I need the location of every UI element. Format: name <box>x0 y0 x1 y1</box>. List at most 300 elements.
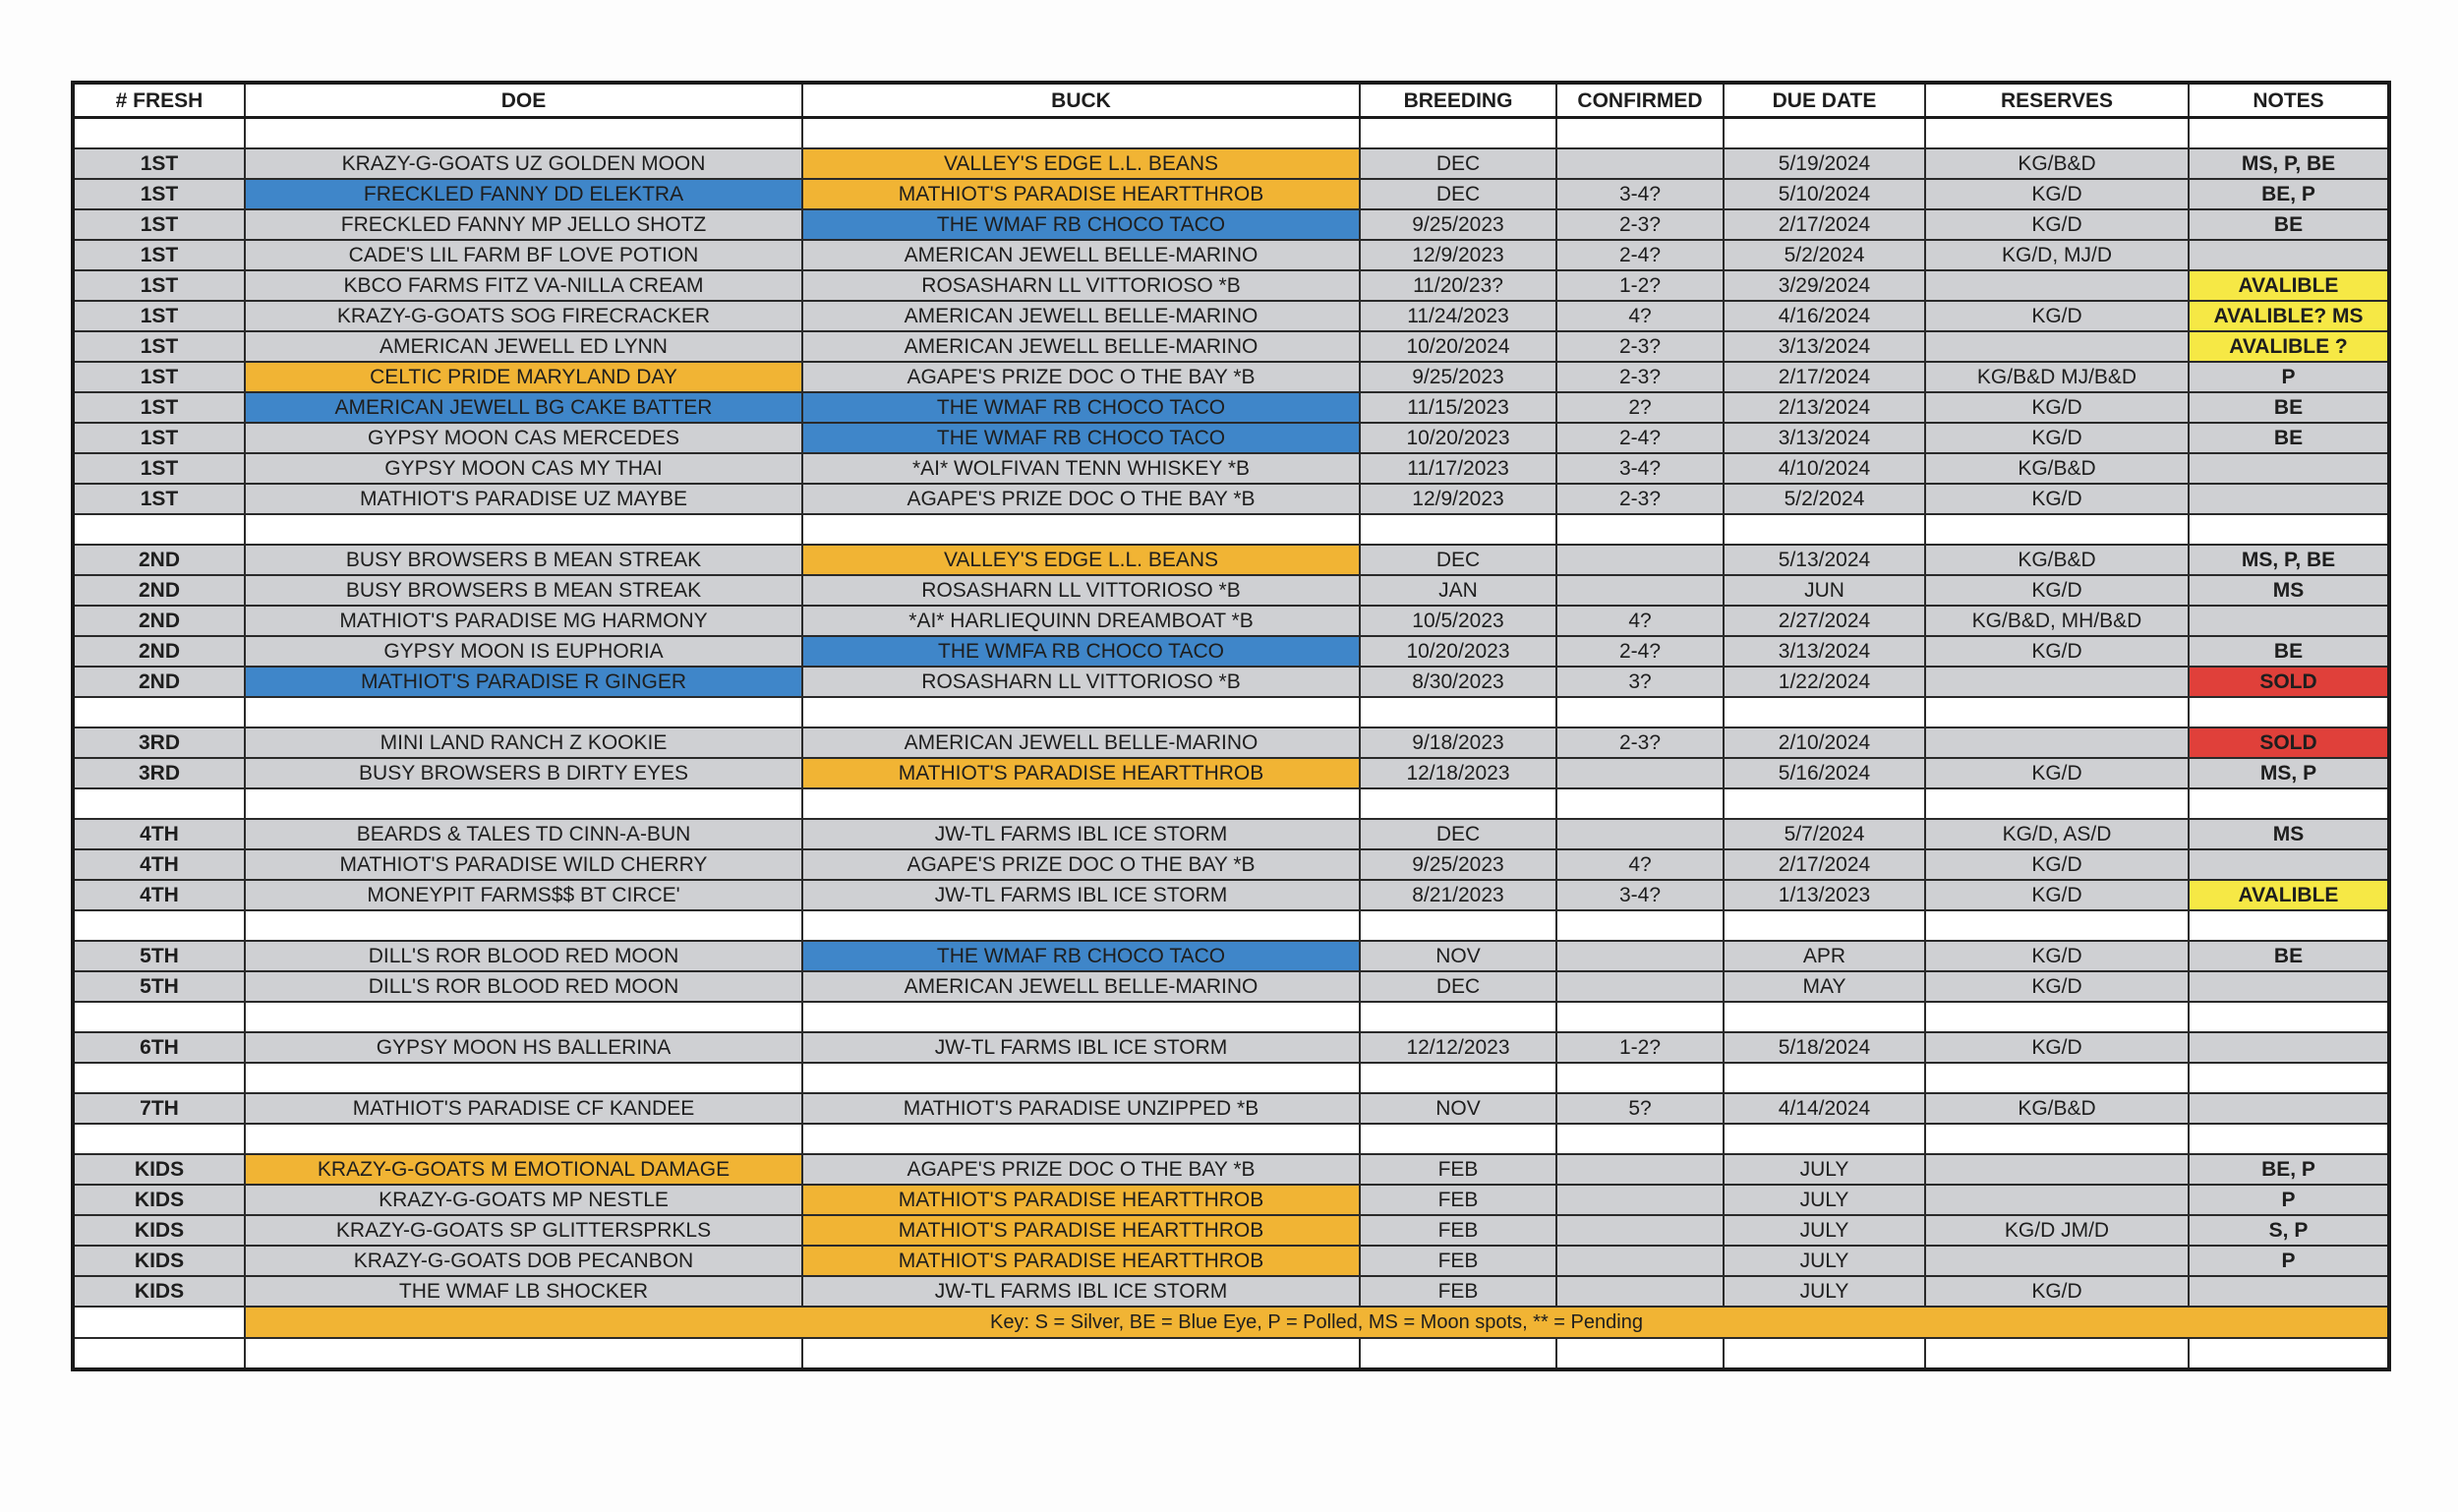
confirmed-cell: 4? <box>1556 849 1724 880</box>
fresh-cell: 5TH <box>73 971 245 1002</box>
empty-cell <box>1724 788 1925 819</box>
fresh-cell: 3RD <box>73 758 245 788</box>
doe-cell: FRECKLED FANNY MP JELLO SHOTZ <box>245 209 802 240</box>
table-row <box>73 667 2389 697</box>
fresh-cell: 4TH <box>73 880 245 910</box>
fresh-cell: KIDS <box>73 1276 245 1307</box>
empty-cell <box>73 1002 245 1032</box>
table-row <box>73 453 2389 484</box>
spacer-row <box>73 788 2389 819</box>
empty-cell <box>245 118 802 149</box>
buck-cell: AMERICAN JEWELL BELLE-MARINO <box>802 331 1360 362</box>
table-row <box>73 880 2389 910</box>
breeding-cell: 10/5/2023 <box>1360 606 1556 636</box>
table-row <box>73 331 2389 362</box>
breeding-cell: 12/9/2023 <box>1360 484 1556 514</box>
confirmed-cell <box>1556 1246 1724 1276</box>
empty-cell <box>73 1124 245 1154</box>
confirmed-cell: 2-4? <box>1556 423 1724 453</box>
empty-cell <box>802 910 1360 941</box>
header-due-date: DUE DATE <box>1724 83 1925 118</box>
notes-cell: BE, P <box>2189 179 2389 209</box>
due-date-cell: 2/17/2024 <box>1724 849 1925 880</box>
buck-cell: MATHIOT'S PARADISE HEARTTHROB <box>802 758 1360 788</box>
due-date-cell: 1/22/2024 <box>1724 667 1925 697</box>
table-row <box>73 1093 2389 1124</box>
buck-cell: *AI* WOLFIVAN TENN WHISKEY *B <box>802 453 1360 484</box>
spacer-row <box>73 1002 2389 1032</box>
notes-cell <box>2189 453 2389 484</box>
doe-cell: DILL'S ROR BLOOD RED MOON <box>245 941 802 971</box>
notes-cell <box>2189 606 2389 636</box>
notes-cell <box>2189 240 2389 270</box>
due-date-cell: 3/13/2024 <box>1724 636 1925 667</box>
empty-cell <box>73 118 245 149</box>
doe-cell: GYPSY MOON CAS MY THAI <box>245 453 802 484</box>
due-date-cell: MAY <box>1724 971 1925 1002</box>
notes-cell: SOLD <box>2189 727 2389 758</box>
reserves-cell: KG/D <box>1925 636 2189 667</box>
buck-cell: AMERICAN JEWELL BELLE-MARINO <box>802 301 1360 331</box>
due-date-cell: APR <box>1724 941 1925 971</box>
breeding-schedule-table <box>71 81 2391 1371</box>
fresh-cell: 7TH <box>73 1093 245 1124</box>
buck-cell: MATHIOT'S PARADISE UNZIPPED *B <box>802 1093 1360 1124</box>
table-row <box>73 179 2389 209</box>
header-reserves: RESERVES <box>1925 83 2189 118</box>
due-date-cell: 5/2/2024 <box>1724 240 1925 270</box>
fresh-cell: KIDS <box>73 1154 245 1185</box>
reserves-cell <box>1925 727 2189 758</box>
buck-cell: MATHIOT'S PARADISE HEARTTHROB <box>802 179 1360 209</box>
empty-cell <box>245 697 802 727</box>
table-row <box>73 209 2389 240</box>
buck-cell: THE WMAF RB CHOCO TACO <box>802 423 1360 453</box>
reserves-cell <box>1925 1185 2189 1215</box>
fresh-cell: KIDS <box>73 1215 245 1246</box>
breeding-cell: 9/25/2023 <box>1360 362 1556 392</box>
doe-cell: AMERICAN JEWELL ED LYNN <box>245 331 802 362</box>
doe-cell: CADE'S LIL FARM BF LOVE POTION <box>245 240 802 270</box>
confirmed-cell: 1-2? <box>1556 1032 1724 1063</box>
empty-cell <box>245 910 802 941</box>
empty-cell <box>1360 697 1556 727</box>
fresh-cell: 2ND <box>73 545 245 575</box>
fresh-cell: KIDS <box>73 1185 245 1215</box>
doe-cell: BUSY BROWSERS B DIRTY EYES <box>245 758 802 788</box>
fresh-cell: 1ST <box>73 301 245 331</box>
confirmed-cell: 4? <box>1556 606 1724 636</box>
empty-cell <box>1360 1002 1556 1032</box>
empty-cell <box>1556 1124 1724 1154</box>
confirmed-cell: 2-4? <box>1556 240 1724 270</box>
empty-cell <box>73 1338 245 1369</box>
header-notes: NOTES <box>2189 83 2389 118</box>
fresh-cell: 1ST <box>73 331 245 362</box>
table-row <box>73 727 2389 758</box>
notes-cell: P <box>2189 362 2389 392</box>
buck-cell: AGAPE'S PRIZE DOC O THE BAY *B <box>802 849 1360 880</box>
reserves-cell: KG/D <box>1925 301 2189 331</box>
empty-cell <box>1724 118 1925 149</box>
due-date-cell: JULY <box>1724 1215 1925 1246</box>
confirmed-cell: 4? <box>1556 301 1724 331</box>
empty-cell <box>1724 1063 1925 1093</box>
empty-cell <box>1724 697 1925 727</box>
notes-cell: SOLD <box>2189 667 2389 697</box>
notes-cell: BE <box>2189 941 2389 971</box>
confirmed-cell: 3? <box>1556 667 1724 697</box>
notes-cell: MS, P, BE <box>2189 148 2389 179</box>
doe-cell: MINI LAND RANCH Z KOOKIE <box>245 727 802 758</box>
fresh-cell: 2ND <box>73 575 245 606</box>
reserves-cell: KG/B&D, MH/B&D <box>1925 606 2189 636</box>
breeding-cell: 8/21/2023 <box>1360 880 1556 910</box>
spacer-row <box>73 118 2389 149</box>
buck-cell: VALLEY'S EDGE L.L. BEANS <box>802 545 1360 575</box>
doe-cell: KRAZY-G-GOATS SP GLITTERSPRKLS <box>245 1215 802 1246</box>
table-row <box>73 484 2389 514</box>
due-date-cell: 2/10/2024 <box>1724 727 1925 758</box>
empty-cell <box>2189 788 2389 819</box>
table-row <box>73 270 2389 301</box>
empty-cell <box>1724 910 1925 941</box>
header-breeding: BREEDING <box>1360 83 1556 118</box>
reserves-cell: KG/B&D MJ/B&D <box>1925 362 2189 392</box>
header-row <box>73 83 2389 118</box>
due-date-cell: 4/16/2024 <box>1724 301 1925 331</box>
reserves-cell <box>1925 1246 2189 1276</box>
doe-cell: KRAZY-G-GOATS DOB PECANBON <box>245 1246 802 1276</box>
reserves-cell: KG/B&D <box>1925 148 2189 179</box>
notes-cell <box>2189 971 2389 1002</box>
fresh-cell: 3RD <box>73 727 245 758</box>
reserves-cell: KG/B&D <box>1925 1093 2189 1124</box>
empty-cell <box>73 514 245 545</box>
due-date-cell: 5/2/2024 <box>1724 484 1925 514</box>
table-body <box>73 118 2389 1370</box>
empty-cell <box>1556 118 1724 149</box>
notes-cell: MS <box>2189 819 2389 849</box>
empty-cell <box>1925 697 2189 727</box>
notes-cell: BE <box>2189 209 2389 240</box>
reserves-cell: KG/D, MJ/D <box>1925 240 2189 270</box>
notes-cell <box>2189 849 2389 880</box>
fresh-cell: 1ST <box>73 209 245 240</box>
empty-cell <box>802 118 1360 149</box>
notes-cell: MS <box>2189 575 2389 606</box>
confirmed-cell: 2-4? <box>1556 636 1724 667</box>
reserves-cell: KG/D <box>1925 849 2189 880</box>
confirmed-cell: 1-2? <box>1556 270 1724 301</box>
buck-cell: MATHIOT'S PARADISE HEARTTHROB <box>802 1215 1360 1246</box>
table-row <box>73 606 2389 636</box>
confirmed-cell <box>1556 575 1724 606</box>
header-buck: BUCK <box>802 83 1360 118</box>
empty-cell <box>1360 514 1556 545</box>
breeding-cell: 10/20/2023 <box>1360 636 1556 667</box>
empty-cell <box>73 910 245 941</box>
doe-cell: DILL'S ROR BLOOD RED MOON <box>245 971 802 1002</box>
buck-cell: VALLEY'S EDGE L.L. BEANS <box>802 148 1360 179</box>
buck-cell: ROSASHARN LL VITTORIOSO *B <box>802 667 1360 697</box>
empty-cell <box>245 1338 802 1369</box>
empty-cell <box>802 514 1360 545</box>
doe-cell: CELTIC PRIDE MARYLAND DAY <box>245 362 802 392</box>
empty-cell <box>1360 1338 1556 1369</box>
notes-cell <box>2189 484 2389 514</box>
notes-cell: AVALIBLE <box>2189 270 2389 301</box>
table-row <box>73 240 2389 270</box>
spacer-row <box>73 1063 2389 1093</box>
notes-cell: AVALIBLE ? <box>2189 331 2389 362</box>
empty-cell <box>1556 1063 1724 1093</box>
reserves-cell: KG/D <box>1925 575 2189 606</box>
spacer-row <box>73 514 2389 545</box>
empty-cell <box>1360 910 1556 941</box>
confirmed-cell <box>1556 758 1724 788</box>
due-date-cell: JULY <box>1724 1154 1925 1185</box>
fresh-cell: 2ND <box>73 667 245 697</box>
reserves-cell <box>1925 331 2189 362</box>
empty-cell <box>1724 1124 1925 1154</box>
fresh-cell: 1ST <box>73 179 245 209</box>
due-date-cell: 5/16/2024 <box>1724 758 1925 788</box>
confirmed-cell: 2-3? <box>1556 484 1724 514</box>
doe-cell: MONEYPIT FARMS$$ BT CIRCE' <box>245 880 802 910</box>
table-row <box>73 545 2389 575</box>
empty-cell <box>802 1063 1360 1093</box>
doe-cell: MATHIOT'S PARADISE CF KANDEE <box>245 1093 802 1124</box>
spacer-row <box>73 1124 2389 1154</box>
empty-cell <box>1925 118 2189 149</box>
empty-cell <box>1360 1063 1556 1093</box>
notes-cell <box>2189 1093 2389 1124</box>
doe-cell: MATHIOT'S PARADISE UZ MAYBE <box>245 484 802 514</box>
table-row <box>73 392 2389 423</box>
fresh-cell: KIDS <box>73 1246 245 1276</box>
empty-cell <box>1925 788 2189 819</box>
spacer-row <box>73 910 2389 941</box>
notes-cell: BE <box>2189 423 2389 453</box>
empty-cell <box>73 697 245 727</box>
due-date-cell: 5/18/2024 <box>1724 1032 1925 1063</box>
notes-cell: AVALIBLE? MS <box>2189 301 2389 331</box>
fresh-cell: 4TH <box>73 819 245 849</box>
confirmed-cell <box>1556 1185 1724 1215</box>
doe-cell: GYPSY MOON HS BALLERINA <box>245 1032 802 1063</box>
empty-cell <box>73 1307 245 1338</box>
due-date-cell: 3/29/2024 <box>1724 270 1925 301</box>
breeding-cell: 9/18/2023 <box>1360 727 1556 758</box>
buck-cell: JW-TL FARMS IBL ICE STORM <box>802 819 1360 849</box>
empty-cell <box>1556 697 1724 727</box>
due-date-cell: 1/13/2023 <box>1724 880 1925 910</box>
buck-cell: AMERICAN JEWELL BELLE-MARINO <box>802 727 1360 758</box>
empty-cell <box>1360 1124 1556 1154</box>
confirmed-cell: 3-4? <box>1556 880 1724 910</box>
breeding-cell: 11/15/2023 <box>1360 392 1556 423</box>
header-confirmed: CONFIRMED <box>1556 83 1724 118</box>
buck-cell: AMERICAN JEWELL BELLE-MARINO <box>802 240 1360 270</box>
empty-cell <box>1556 910 1724 941</box>
empty-cell <box>1925 1063 2189 1093</box>
reserves-cell: KG/D <box>1925 179 2189 209</box>
doe-cell: KRAZY-G-GOATS SOG FIRECRACKER <box>245 301 802 331</box>
confirmed-cell <box>1556 819 1724 849</box>
doe-cell: KRAZY-G-GOATS UZ GOLDEN MOON <box>245 148 802 179</box>
reserves-cell <box>1925 1154 2189 1185</box>
confirmed-cell <box>1556 1215 1724 1246</box>
due-date-cell: 5/7/2024 <box>1724 819 1925 849</box>
table-row <box>73 1032 2389 1063</box>
empty-cell <box>245 514 802 545</box>
reserves-cell: KG/B&D <box>1925 453 2189 484</box>
confirmed-cell <box>1556 148 1724 179</box>
empty-cell <box>1724 1002 1925 1032</box>
breeding-cell: DEC <box>1360 971 1556 1002</box>
due-date-cell: JULY <box>1724 1276 1925 1307</box>
header-fresh: # FRESH <box>73 83 245 118</box>
doe-cell: KBCO FARMS FITZ VA-NILLA CREAM <box>245 270 802 301</box>
confirmed-cell <box>1556 1276 1724 1307</box>
confirmed-cell <box>1556 1154 1724 1185</box>
breeding-cell: NOV <box>1360 941 1556 971</box>
buck-cell: AGAPE'S PRIZE DOC O THE BAY *B <box>802 362 1360 392</box>
table-row <box>73 636 2389 667</box>
reserves-cell: KG/B&D <box>1925 545 2189 575</box>
buck-cell: THE WMAF RB CHOCO TACO <box>802 209 1360 240</box>
doe-cell: BUSY BROWSERS B MEAN STREAK <box>245 575 802 606</box>
empty-cell <box>1556 788 1724 819</box>
due-date-cell: JULY <box>1724 1185 1925 1215</box>
fresh-cell: 1ST <box>73 148 245 179</box>
confirmed-cell: 2-3? <box>1556 209 1724 240</box>
confirmed-cell <box>1556 971 1724 1002</box>
doe-cell: GYPSY MOON IS EUPHORIA <box>245 636 802 667</box>
breeding-cell: 11/24/2023 <box>1360 301 1556 331</box>
breeding-cell: DEC <box>1360 179 1556 209</box>
doe-cell: KRAZY-G-GOATS M EMOTIONAL DAMAGE <box>245 1154 802 1185</box>
table-row <box>73 849 2389 880</box>
confirmed-cell: 3-4? <box>1556 453 1724 484</box>
breeding-cell: FEB <box>1360 1246 1556 1276</box>
confirmed-cell <box>1556 545 1724 575</box>
buck-cell: AMERICAN JEWELL BELLE-MARINO <box>802 971 1360 1002</box>
reserves-cell: KG/D <box>1925 209 2189 240</box>
buck-cell: THE WMAF RB CHOCO TACO <box>802 392 1360 423</box>
doe-cell: BEARDS & TALES TD CINN-A-BUN <box>245 819 802 849</box>
reserves-cell: KG/D <box>1925 392 2189 423</box>
buck-cell: MATHIOT'S PARADISE HEARTTHROB <box>802 1185 1360 1215</box>
buck-cell: AGAPE'S PRIZE DOC O THE BAY *B <box>802 484 1360 514</box>
buck-cell: JW-TL FARMS IBL ICE STORM <box>802 880 1360 910</box>
confirmed-cell: 2? <box>1556 392 1724 423</box>
confirmed-cell: 2-3? <box>1556 362 1724 392</box>
notes-cell: BE <box>2189 636 2389 667</box>
table-row <box>73 1154 2389 1185</box>
spacer-row <box>73 697 2389 727</box>
table-row <box>73 1185 2389 1215</box>
due-date-cell: 3/13/2024 <box>1724 331 1925 362</box>
due-date-cell: JULY <box>1724 1246 1925 1276</box>
reserves-cell: KG/D <box>1925 941 2189 971</box>
doe-cell: FRECKLED FANNY DD ELEKTRA <box>245 179 802 209</box>
table-row <box>73 1276 2389 1307</box>
empty-cell <box>802 1338 1360 1369</box>
notes-cell: P <box>2189 1246 2389 1276</box>
breeding-cell: 12/12/2023 <box>1360 1032 1556 1063</box>
empty-cell <box>1925 1002 2189 1032</box>
empty-cell <box>802 1002 1360 1032</box>
notes-cell <box>2189 1276 2389 1307</box>
buck-cell: THE WMAF RB CHOCO TACO <box>802 941 1360 971</box>
doe-cell: MATHIOT'S PARADISE R GINGER <box>245 667 802 697</box>
breeding-cell: DEC <box>1360 545 1556 575</box>
due-date-cell: 5/19/2024 <box>1724 148 1925 179</box>
breeding-cell: DEC <box>1360 148 1556 179</box>
reserves-cell: KG/D, AS/D <box>1925 819 2189 849</box>
buck-cell: THE WMFA RB CHOCO TACO <box>802 636 1360 667</box>
empty-cell <box>2189 1124 2389 1154</box>
end-row <box>73 1338 2389 1369</box>
empty-cell <box>1360 788 1556 819</box>
empty-cell <box>2189 1063 2389 1093</box>
confirmed-cell: 3-4? <box>1556 179 1724 209</box>
notes-cell: MS, P <box>2189 758 2389 788</box>
reserves-cell: KG/D <box>1925 758 2189 788</box>
fresh-cell: 2ND <box>73 636 245 667</box>
breeding-cell: FEB <box>1360 1185 1556 1215</box>
table-row <box>73 148 2389 179</box>
breeding-cell: 11/20/23? <box>1360 270 1556 301</box>
empty-cell <box>802 697 1360 727</box>
table-row <box>73 941 2389 971</box>
empty-cell <box>2189 910 2389 941</box>
legend-key: Key: S = Silver, BE = Blue Eye, P = Polled, MS = Moon spots, ** = Pending <box>245 1307 2389 1338</box>
breeding-cell: 12/9/2023 <box>1360 240 1556 270</box>
empty-cell <box>73 1063 245 1093</box>
due-date-cell: 2/17/2024 <box>1724 362 1925 392</box>
empty-cell <box>1360 118 1556 149</box>
fresh-cell: 2ND <box>73 606 245 636</box>
empty-cell <box>2189 1338 2389 1369</box>
reserves-cell: KG/D <box>1925 1032 2189 1063</box>
table-row <box>73 1215 2389 1246</box>
empty-cell <box>245 1063 802 1093</box>
notes-cell <box>2189 1032 2389 1063</box>
fresh-cell: 1ST <box>73 270 245 301</box>
breeding-cell: FEB <box>1360 1276 1556 1307</box>
reserves-cell: KG/D <box>1925 1276 2189 1307</box>
empty-cell <box>245 788 802 819</box>
empty-cell <box>1925 1124 2189 1154</box>
empty-cell <box>1925 1338 2189 1369</box>
table-row <box>73 301 2389 331</box>
empty-cell <box>1925 514 2189 545</box>
table-row <box>73 1246 2389 1276</box>
due-date-cell: 4/14/2024 <box>1724 1093 1925 1124</box>
notes-cell: BE <box>2189 392 2389 423</box>
buck-cell: *AI* HARLIEQUINN DREAMBOAT *B <box>802 606 1360 636</box>
table-row <box>73 971 2389 1002</box>
empty-cell <box>245 1002 802 1032</box>
breeding-cell: JAN <box>1360 575 1556 606</box>
fresh-cell: 4TH <box>73 849 245 880</box>
doe-cell: THE WMAF LB SHOCKER <box>245 1276 802 1307</box>
breeding-cell: 9/25/2023 <box>1360 209 1556 240</box>
buck-cell: JW-TL FARMS IBL ICE STORM <box>802 1032 1360 1063</box>
